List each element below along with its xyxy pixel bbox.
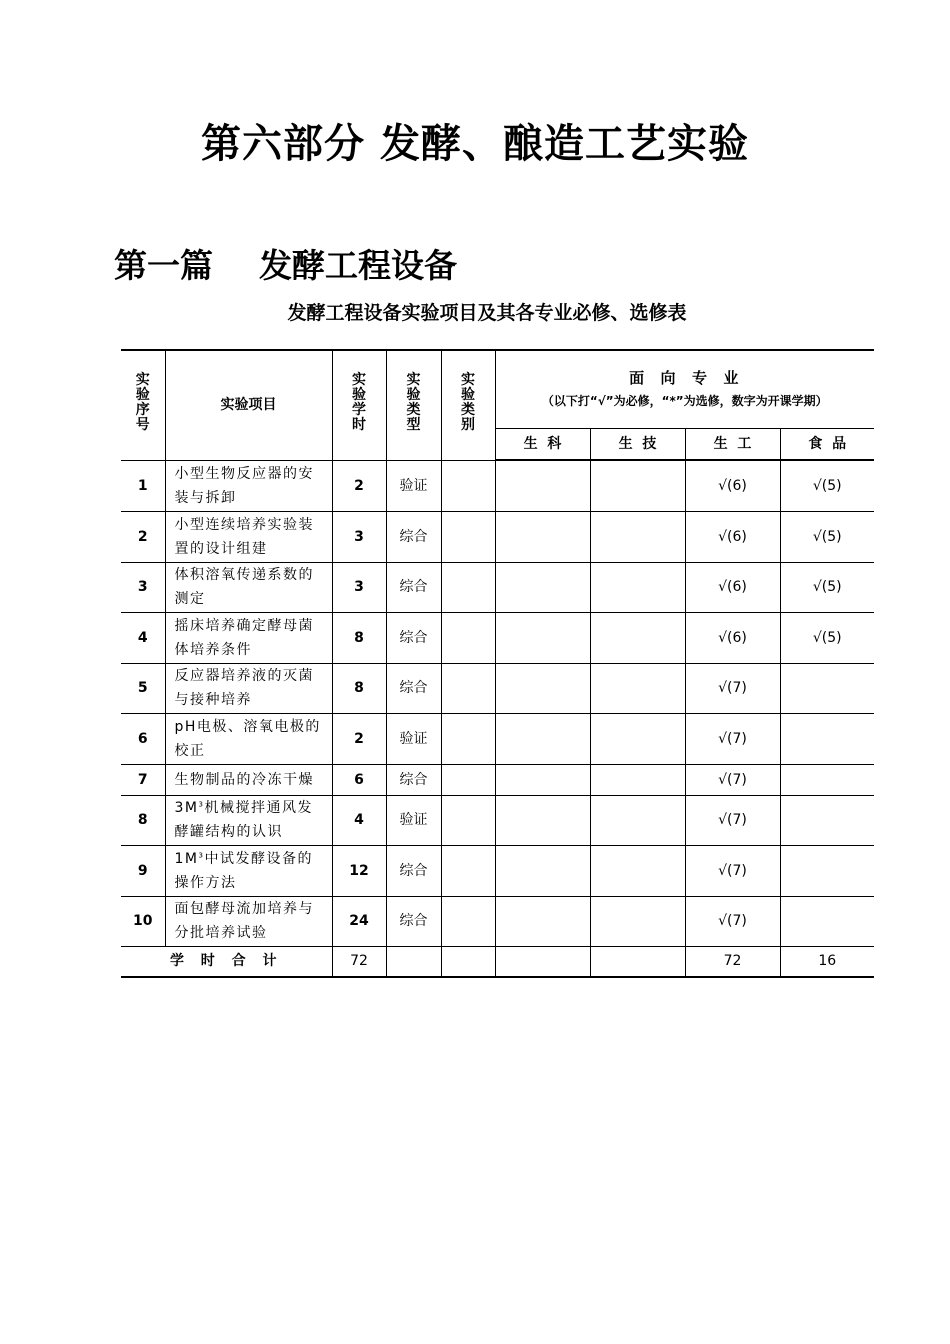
row-project bbox=[165, 795, 332, 845]
row-project: 小型连续培养实验装置的设计组建 bbox=[165, 511, 332, 562]
row-category bbox=[441, 896, 495, 946]
row-type: 综合 bbox=[386, 612, 441, 663]
row-seq: 1 bbox=[121, 460, 165, 511]
row-major-4 bbox=[780, 764, 874, 795]
row-category bbox=[441, 764, 495, 795]
table-caption: 发酵工程设备实验项目及其各专业必修、选修表 bbox=[287, 302, 687, 324]
chapter-title: 第一篇 发酵工程设备 bbox=[114, 246, 457, 285]
header-major-3: 生 工 bbox=[685, 428, 780, 460]
project-superscript: 3 bbox=[198, 850, 205, 859]
row-category bbox=[441, 713, 495, 764]
total-major-3: 72 bbox=[685, 946, 780, 977]
row-type: 验证 bbox=[386, 460, 441, 511]
row-major-4: √(5) bbox=[780, 562, 874, 612]
row-hours: 2 bbox=[332, 460, 386, 511]
row-major-2 bbox=[590, 713, 685, 764]
row-major-2 bbox=[590, 460, 685, 511]
header-major-4: 食 品 bbox=[780, 428, 874, 460]
table-row bbox=[121, 663, 874, 713]
row-project: pH电极、溶氧电极的校正 bbox=[165, 713, 332, 764]
row-hours: 12 bbox=[332, 845, 386, 896]
row-hours: 8 bbox=[332, 612, 386, 663]
row-project: 生物制品的冷冻干燥 bbox=[165, 764, 332, 795]
row-major-4: √(5) bbox=[780, 511, 874, 562]
row-major-1 bbox=[495, 795, 590, 845]
row-type: 综合 bbox=[386, 511, 441, 562]
row-major-3: √(6) bbox=[685, 562, 780, 612]
row-category bbox=[441, 612, 495, 663]
row-type: 验证 bbox=[386, 713, 441, 764]
project-suffix: 机械搅拌通风发酵罐结构的认识 bbox=[174, 800, 313, 840]
table-row bbox=[121, 764, 874, 795]
table-row bbox=[121, 896, 874, 946]
row-category bbox=[441, 460, 495, 511]
table-row bbox=[121, 713, 874, 764]
row-type: 综合 bbox=[386, 562, 441, 612]
row-category bbox=[441, 663, 495, 713]
row-major-2 bbox=[590, 896, 685, 946]
row-major-2 bbox=[590, 511, 685, 562]
row-major-3: √(7) bbox=[685, 764, 780, 795]
row-major-1 bbox=[495, 764, 590, 795]
row-type: 综合 bbox=[386, 896, 441, 946]
row-seq: 6 bbox=[121, 713, 165, 764]
row-major-1 bbox=[495, 896, 590, 946]
row-major-4 bbox=[780, 795, 874, 845]
facing-note: （以下打“√”为必修，“*”为选修，数字为开课学期） bbox=[541, 394, 828, 409]
row-major-4 bbox=[780, 845, 874, 896]
row-seq: 7 bbox=[121, 764, 165, 795]
row-major-2 bbox=[590, 663, 685, 713]
total-major-1 bbox=[495, 946, 590, 977]
row-type: 综合 bbox=[386, 764, 441, 795]
header-facing bbox=[495, 350, 874, 428]
project-prefix: 1M bbox=[174, 850, 199, 867]
header-project: 实验项目 bbox=[165, 350, 332, 460]
row-major-1 bbox=[495, 612, 590, 663]
row-project: 反应器培养液的灭菌与接种培养 bbox=[165, 663, 332, 713]
row-major-1 bbox=[495, 713, 590, 764]
table-row bbox=[121, 562, 874, 612]
row-project bbox=[165, 845, 332, 896]
row-project: 体积溶氧传递系数的测定 bbox=[165, 562, 332, 612]
table-row bbox=[121, 795, 874, 845]
total-major-4: 16 bbox=[780, 946, 874, 977]
row-major-4 bbox=[780, 896, 874, 946]
row-major-1 bbox=[495, 460, 590, 511]
row-project: 小型生物反应器的安装与拆卸 bbox=[165, 460, 332, 511]
header-hours: 实验学时 bbox=[332, 350, 386, 460]
row-major-3: √(7) bbox=[685, 795, 780, 845]
row-seq: 4 bbox=[121, 612, 165, 663]
table-row bbox=[121, 511, 874, 562]
row-category bbox=[441, 795, 495, 845]
row-hours: 4 bbox=[332, 795, 386, 845]
facing-title: 面 向 专 业 bbox=[629, 369, 741, 388]
row-hours: 6 bbox=[332, 764, 386, 795]
project-prefix: 3M bbox=[174, 800, 199, 816]
part-title: 第六部分 发酵、酿造工艺实验 bbox=[201, 121, 749, 167]
total-major-2 bbox=[590, 946, 685, 977]
row-hours: 3 bbox=[332, 562, 386, 612]
total-category bbox=[441, 946, 495, 977]
row-major-2 bbox=[590, 845, 685, 896]
row-major-2 bbox=[590, 562, 685, 612]
row-major-1 bbox=[495, 562, 590, 612]
row-major-2 bbox=[590, 764, 685, 795]
table-row bbox=[121, 845, 874, 896]
row-category bbox=[441, 511, 495, 562]
total-hours: 72 bbox=[332, 946, 386, 977]
row-major-3: √(6) bbox=[685, 460, 780, 511]
row-major-1 bbox=[495, 663, 590, 713]
row-major-3: √(7) bbox=[685, 713, 780, 764]
header-category: 实验类别 bbox=[441, 350, 495, 460]
row-type: 综合 bbox=[386, 663, 441, 713]
total-label: 学 时 合 计 bbox=[121, 946, 332, 977]
row-major-2 bbox=[590, 795, 685, 845]
row-type: 综合 bbox=[386, 845, 441, 896]
row-major-4 bbox=[780, 713, 874, 764]
total-row bbox=[121, 946, 874, 977]
row-major-3: √(6) bbox=[685, 511, 780, 562]
row-seq: 10 bbox=[121, 896, 165, 946]
header-major-1: 生 科 bbox=[495, 428, 590, 460]
table-row bbox=[121, 460, 874, 511]
row-major-3: √(7) bbox=[685, 845, 780, 896]
row-seq: 9 bbox=[121, 845, 165, 896]
row-major-3: √(7) bbox=[685, 896, 780, 946]
row-project: 面包酵母流加培养与分批培养试验 bbox=[165, 896, 332, 946]
row-hours: 24 bbox=[332, 896, 386, 946]
course-table bbox=[121, 349, 874, 978]
row-seq: 3 bbox=[121, 562, 165, 612]
project-suffix: 中试发酵设备的操作方法 bbox=[174, 850, 313, 891]
row-major-3: √(7) bbox=[685, 663, 780, 713]
row-category bbox=[441, 845, 495, 896]
row-hours: 2 bbox=[332, 713, 386, 764]
row-seq: 5 bbox=[121, 663, 165, 713]
header-seq: 实验序号 bbox=[121, 350, 165, 460]
total-type bbox=[386, 946, 441, 977]
row-major-1 bbox=[495, 511, 590, 562]
row-hours: 3 bbox=[332, 511, 386, 562]
project-superscript: 3 bbox=[198, 800, 205, 809]
row-major-1 bbox=[495, 845, 590, 896]
row-major-2 bbox=[590, 612, 685, 663]
row-category bbox=[441, 562, 495, 612]
row-seq: 2 bbox=[121, 511, 165, 562]
header-major-2: 生 技 bbox=[590, 428, 685, 460]
row-major-4: √(5) bbox=[780, 612, 874, 663]
row-major-3: √(6) bbox=[685, 612, 780, 663]
table-row bbox=[121, 612, 874, 663]
row-major-4: √(5) bbox=[780, 460, 874, 511]
row-seq: 8 bbox=[121, 795, 165, 845]
row-project: 摇床培养确定酵母菌体培养条件 bbox=[165, 612, 332, 663]
row-major-4 bbox=[780, 663, 874, 713]
row-hours: 8 bbox=[332, 663, 386, 713]
header-type: 实验类型 bbox=[386, 350, 441, 460]
row-type: 验证 bbox=[386, 795, 441, 845]
